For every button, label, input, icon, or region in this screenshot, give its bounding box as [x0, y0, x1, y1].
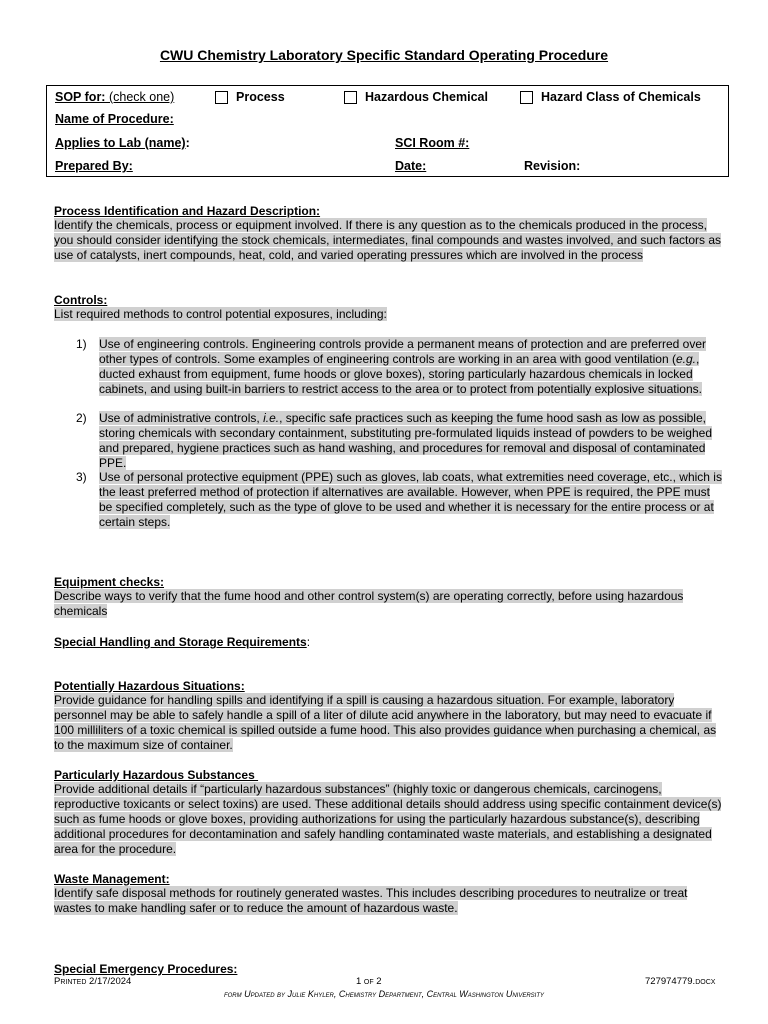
document-title: CWU Chemistry Laboratory Specific Standard Operating Procedure [159, 47, 609, 63]
equipment-checks-text: Describe ways to verify that the fume hood and other control system(s) are operating correctly, before using hazardous chemicals [54, 589, 684, 618]
process-identification-heading: Process Identification and Hazard Description: [54, 204, 321, 218]
page-number: 1 of 2 [356, 976, 382, 987]
particularly-hazardous-heading: Particularly Hazardous Substances [54, 768, 259, 782]
process-option-label: Process [236, 90, 285, 104]
sop-for-label [55, 90, 174, 104]
special-handling-heading: Special Handling and Storage Requirements: [54, 635, 311, 649]
emergency-procedures-heading: Special Emergency Procedures: [54, 962, 238, 976]
potentially-hazardous-heading: Potentially Hazardous Situations: [54, 679, 245, 693]
potentially-hazardous-body [54, 693, 722, 753]
check-one-text: (check one) [105, 90, 175, 104]
waste-management-heading: Waste Management: [54, 872, 170, 886]
list-number: 1) [76, 337, 87, 351]
controls-list-item [76, 470, 726, 530]
waste-management-text: Identify safe disposal methods for routinely generated wastes. This includes describing procedures to neutralize or treat wastes to make handling safer or to reduce the amount of hazardous waste. [54, 886, 688, 915]
equipment-checks-heading: Equipment checks: [54, 575, 165, 589]
name-of-procedure-field[interactable]: Name of Procedure: [55, 112, 174, 126]
hazardous-chemical-checkbox[interactable] [344, 91, 357, 104]
potentially-hazardous-text: Provide guidance for handling spills and identifying if a spill is causing a hazardous situation. For example, laboratory personnel may be able to safely handle a spill of a liter of dilute acid anywhere in the laboratory, but may need to evacuate if 100 milliliters of a toxic chemical is spilled outside a fume hood. This also provides guidance when purchasing a chemical, as to the maximum size of container. [54, 693, 717, 752]
printed-date: Printed 2/17/2024 [54, 976, 132, 987]
document-filename: 727974779.docx [645, 976, 716, 987]
administrative-controls-text: Use of administrative controls, i.e., specific safe practices such as keeping the fume hood sash as low as possible, storing chemicals with secondary containment, substituting pre-formulated liquids instead of powders to be weighed and prepared, hygiene practices such as hand washing, and procedures for removal and disposal of contaminated PPE. [99, 411, 712, 470]
hazard-class-option-label: Hazard Class of Chemicals [541, 90, 701, 104]
list-number: 2) [76, 411, 87, 425]
particularly-hazardous-text: Provide additional details if “particularly hazardous substances” (highly toxic or dangerous chemicals, carcinogens, reproductive toxicants or select toxins) are used. These additional details should address using specific containment device(s) such as fume hoods or glove boxes, providing authorizations for using the particularly hazardous substance(s), describing additional procedures for decontamination and safely handling contaminated waste materials, and establishing a designated area for the procedure. [54, 782, 722, 856]
particularly-hazardous-body [54, 782, 722, 857]
controls-list-item [76, 411, 726, 471]
engineering-controls-text: Use of engineering controls. Engineering controls provide a permanent means of protection and are preferred over other types of controls. Some examples of engineering controls are working in an area with good ventilation (e.g., ducted exhaust from equipment, fume hoods or glove boxes), storing particularly hazardous chemicals in locked cabinets, and using built-in barriers to restrict access to the area or to protect from potentially explosive situations. [99, 337, 707, 396]
equipment-checks-body [54, 589, 722, 619]
form-updated-credit: form Updated by Julie Khyler, Chemistry Department, Central Washington University [223, 989, 545, 999]
applies-to-lab-text: Applies to Lab (name) [55, 136, 186, 150]
sop-for-text: SOP for: [55, 90, 106, 104]
applies-to-lab-colon: : [185, 136, 190, 150]
process-identification-body [54, 218, 722, 263]
hazardous-chemical-option-label: Hazardous Chemical [365, 90, 488, 104]
special-handling-text: Special Handling and Storage Requirements [54, 635, 307, 649]
revision-field[interactable]: Revision: [524, 159, 581, 173]
list-number: 3) [76, 470, 87, 484]
prepared-by-field[interactable]: Prepared By: [55, 159, 133, 173]
hazard-class-checkbox[interactable] [520, 91, 533, 104]
waste-management-body [54, 886, 722, 916]
date-field[interactable]: Date: [395, 159, 427, 173]
controls-heading: Controls: [54, 293, 108, 307]
sci-room-field[interactable]: SCI Room #: [395, 136, 470, 150]
controls-list-item [76, 337, 726, 412]
applies-to-lab-field[interactable] [55, 136, 190, 150]
controls-intro [54, 307, 387, 322]
process-identification-text: Identify the chemicals, process or equipment involved. If there is any question as to the chemicals produced in the process, you should consider identifying the stock chemicals, intermediates, final compounds and wastes involved, and such factors as use of catalysts, inert compounds, heat, cold, and varied operating pressures which are involved in the process [54, 218, 722, 262]
controls-intro-text: List required methods to control potential exposures, including: [54, 307, 387, 321]
process-checkbox[interactable] [215, 91, 228, 104]
ppe-controls-text: Use of personal protective equipment (PPE) such as gloves, lab coats, what extremities need coverage, etc., which is the least preferred method of protection if alternatives are available. However, when PPE is required, the PPE must be specified completely, such as the type of glove to be used and whether it is necessary for the entire process or at certain steps. [99, 470, 722, 529]
